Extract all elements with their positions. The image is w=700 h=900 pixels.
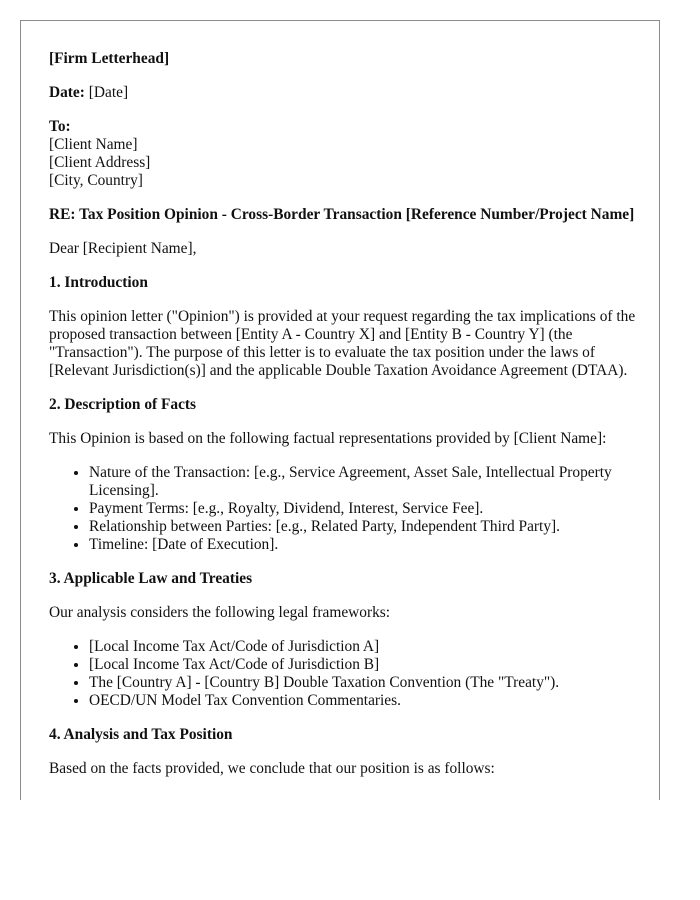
letter-page — [20, 20, 660, 800]
introduction-paragraph: This opinion letter ("Opinion") is provided at your request regarding the tax implications of the proposed transaction between [Entity A - Country X] and [Entity B - Country Y] (the "Transaction"). The purpose of this letter is to evaluate the tax position under the laws of [Relevant Jurisdiction(s)] and the applicable Double Taxation Avoidance Agreement (DTAA). — [49, 308, 636, 379]
recipient-block — [49, 118, 639, 190]
section-heading-facts: 2. Description of Facts — [49, 396, 197, 413]
facts-list — [49, 464, 639, 554]
section-heading-introduction: 1. Introduction — [49, 274, 148, 291]
list-item: • Timeline: [Date of Execution]. — [89, 536, 639, 554]
date-line — [49, 84, 639, 102]
section-heading-law: 3. Applicable Law and Treaties — [49, 570, 253, 587]
date-label: Date: — [49, 84, 85, 101]
firm-letterhead: [Firm Letterhead] — [49, 50, 170, 67]
list-item: • The [Country A] - [Country B] Double Taxation Convention (The "Treaty"). — [89, 674, 639, 692]
salutation: Dear [Recipient Name], — [49, 240, 197, 257]
client-city-country: [City, Country] — [49, 172, 143, 189]
analysis-paragraph: Based on the facts provided, we conclude that our position is as follows: — [49, 760, 495, 777]
facts-paragraph: This Opinion is based on the following factual representations provided by [Client Name]: — [49, 430, 607, 447]
list-item: • [Local Income Tax Act/Code of Jurisdiction B] — [89, 656, 639, 674]
list-item: • Payment Terms: [e.g., Royalty, Dividend, Interest, Service Fee]. — [89, 500, 639, 518]
client-name: [Client Name] — [49, 136, 138, 153]
list-item: • OECD/UN Model Tax Convention Commentaries. — [89, 692, 639, 710]
law-list — [49, 638, 639, 710]
list-item: • Nature of the Transaction: [e.g., Service Agreement, Asset Sale, Intellectual Property Licensing]. — [89, 464, 639, 500]
re-line: RE: Tax Position Opinion - Cross-Border Transaction [Reference Number/Project Name] — [49, 206, 635, 223]
client-address: [Client Address] — [49, 154, 151, 171]
list-item: • [Local Income Tax Act/Code of Jurisdiction A] — [89, 638, 639, 656]
letter-content — [49, 50, 639, 794]
law-paragraph: Our analysis considers the following legal frameworks: — [49, 604, 391, 621]
date-value: [Date] — [88, 84, 129, 101]
list-item: • Relationship between Parties: [e.g., Related Party, Independent Third Party]. — [89, 518, 639, 536]
section-heading-analysis: 4. Analysis and Tax Position — [49, 726, 233, 743]
to-label: To: — [49, 118, 71, 135]
